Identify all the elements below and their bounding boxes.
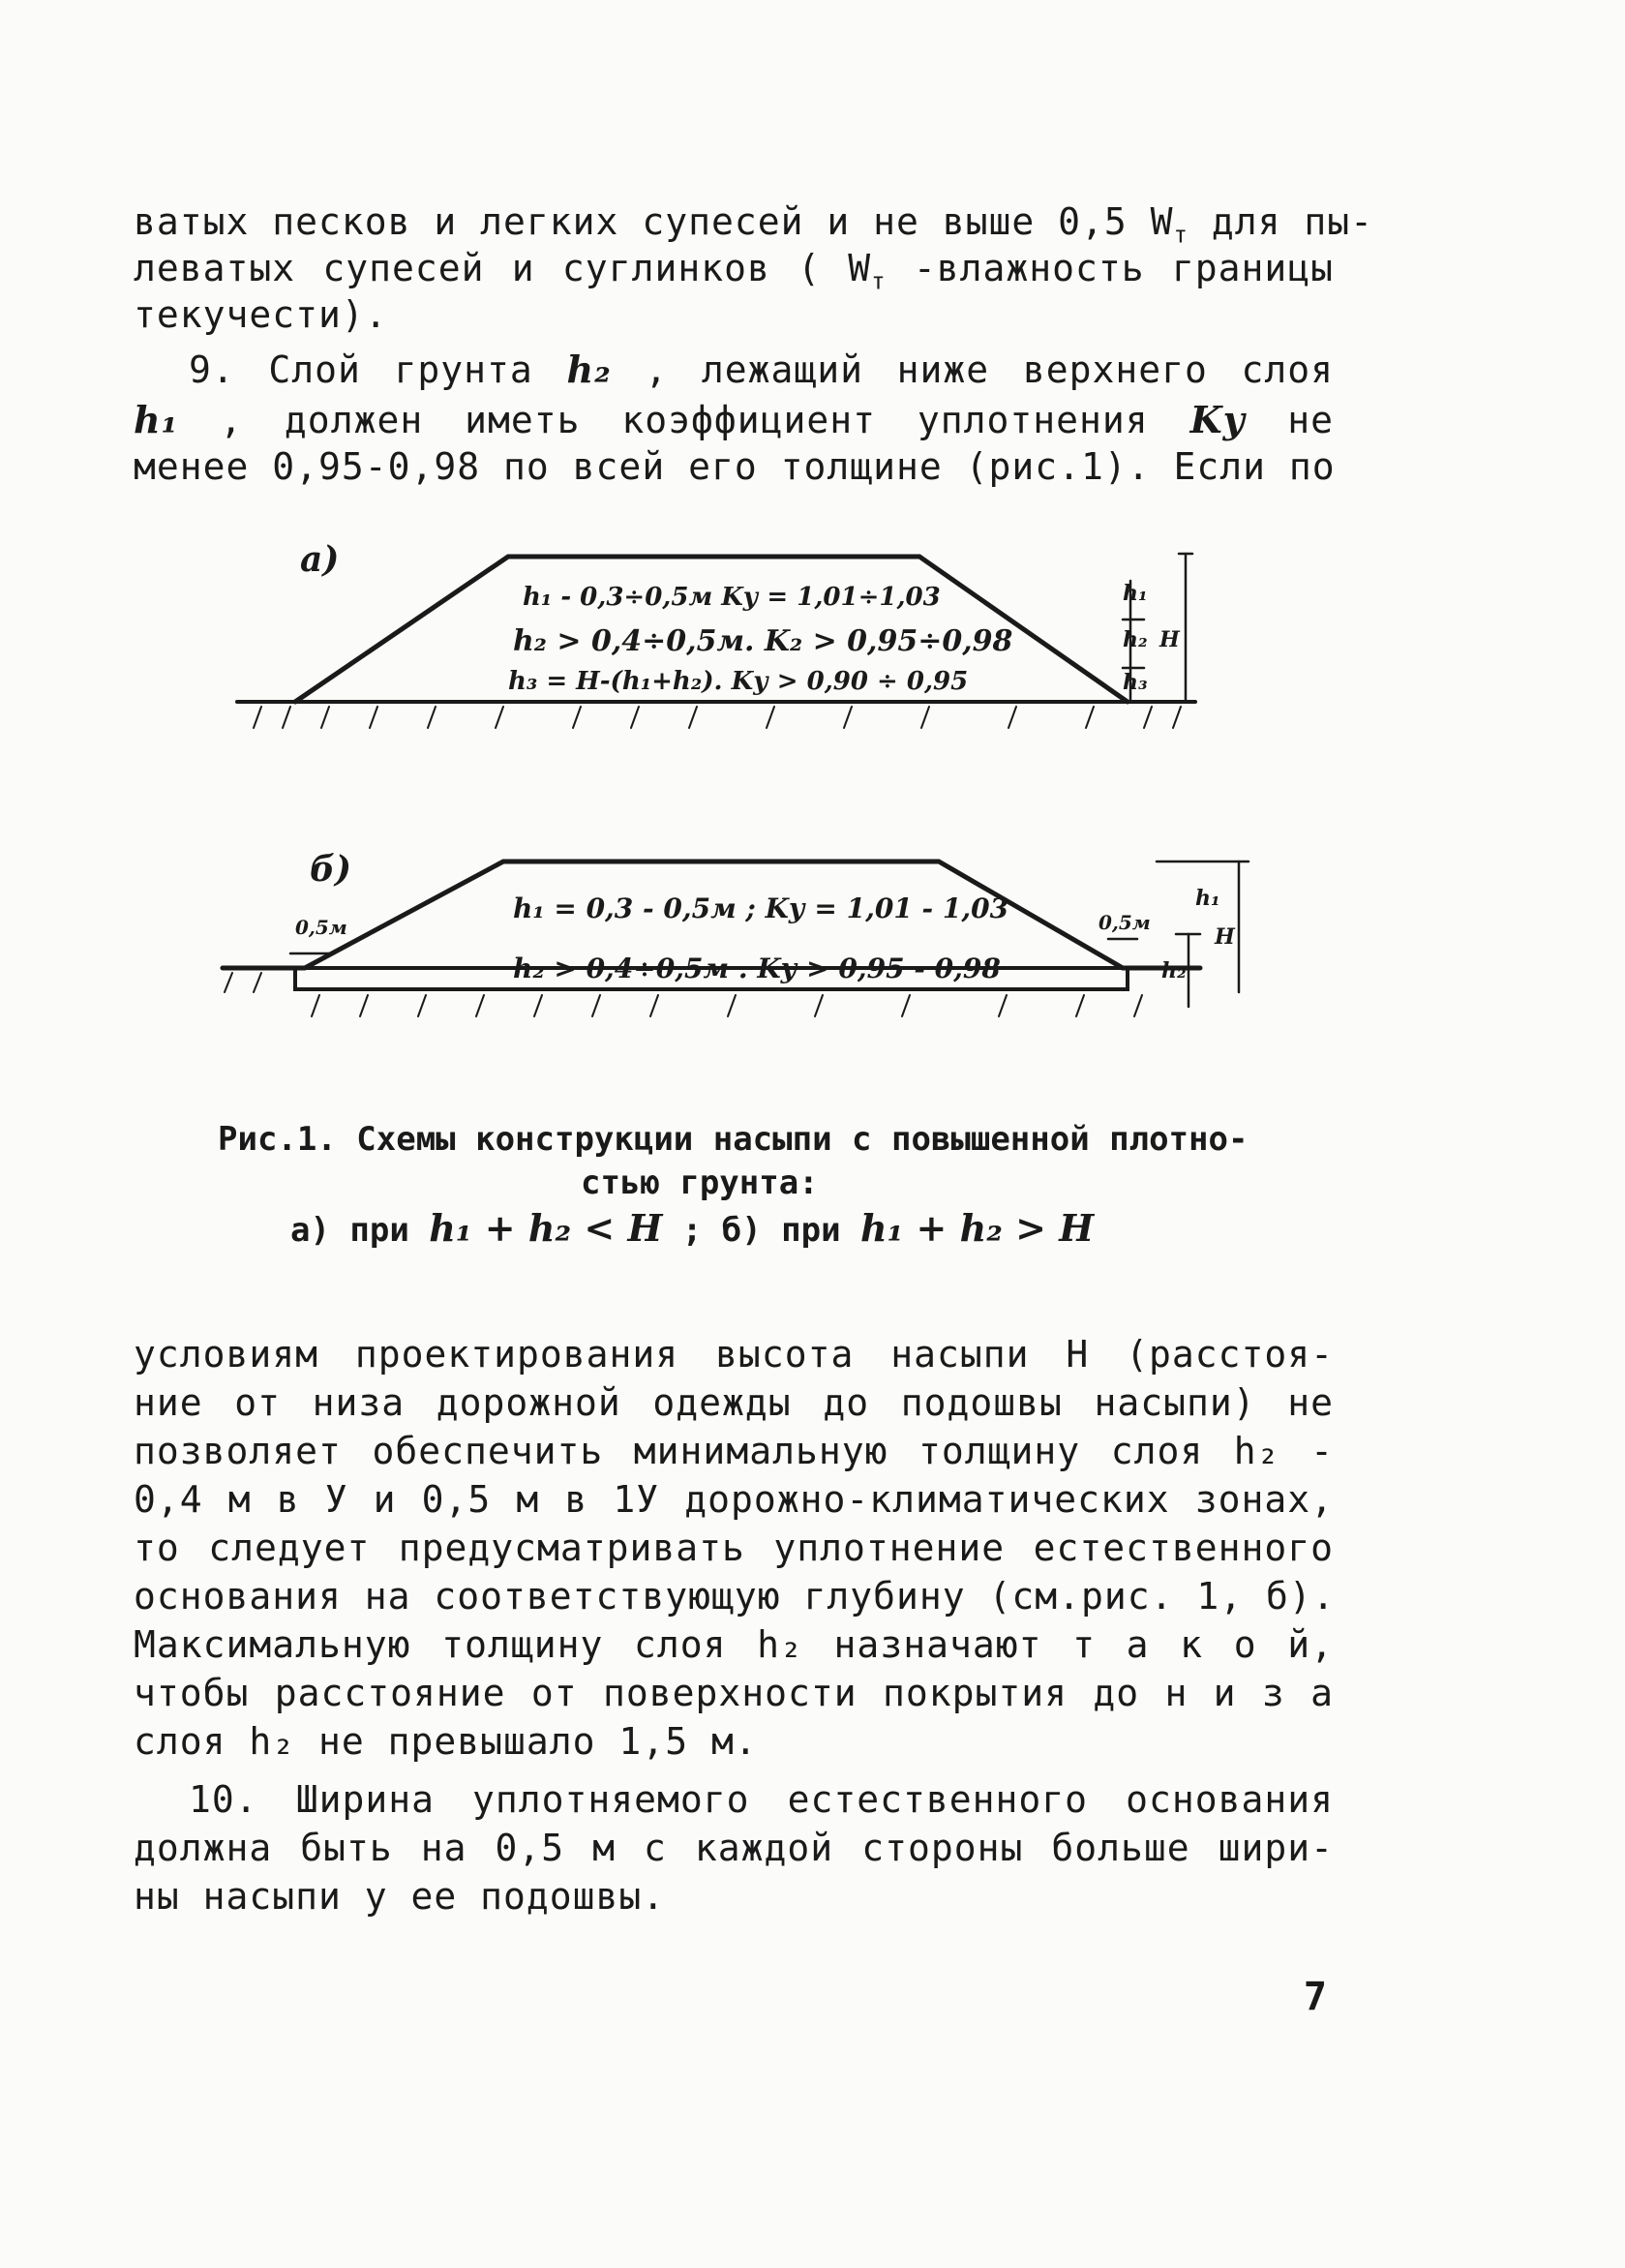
text-line: Максимальную толщину слоя h₂ назначают т а к о й,	[134, 1623, 1334, 1666]
figure-caption-line2: стью грунта:	[581, 1164, 819, 1202]
text-line: 9. Слой грунта h₂ , лежащий ниже верхнего слоя	[189, 348, 1334, 391]
offset-left-b: 0,5м	[295, 916, 347, 939]
dim-h1-a: h₁	[1123, 581, 1148, 606]
text-line: h₁ , должен иметь коэффициент уплотнения Kу не	[134, 398, 1334, 441]
text-line: условиям проектирования высота насыпи H (расстоя-	[134, 1333, 1334, 1376]
dim-H-a: H	[1159, 627, 1180, 652]
text-line: 0,4 м в У и 0,5 м в 1У дорожно-климатических зонах,	[134, 1478, 1334, 1521]
embankment-figure	[0, 0, 1625, 1113]
figure-caption-line3: а) при h₁ + h₂ < H ; б) при h₁ + h₂ > H	[290, 1206, 1095, 1250]
text-line: ны насыпи у ее подошвы.	[134, 1875, 666, 1918]
text-line: менее 0,95-0,98 по всей его толщине (рис.1). Если по	[134, 445, 1336, 488]
figure-b-label: б)	[310, 849, 352, 890]
figure-b-line2: h₂ > 0,4÷0,5м . Kу > 0,95 - 0,98	[513, 953, 1001, 984]
figure-a-line1: h₁ - 0,3÷0,5м Kу = 1,01÷1,03	[523, 583, 941, 612]
text-line: леватых супесей и суглинков ( $W_т$ -влажность границы	[134, 247, 1334, 295]
figure-caption-line1: Рис.1. Схемы конструкции насыпи с повышенной плотно-	[218, 1120, 1249, 1159]
dim-h2-b: h₂	[1161, 958, 1187, 983]
text-line: текучести).	[134, 293, 388, 336]
text-line: то следует предусматривать уплотнение естественного	[134, 1527, 1334, 1569]
page-number: 7	[1303, 1975, 1327, 2019]
text-line: должна быть на 0,5 м с каждой стороны больше шири-	[134, 1827, 1334, 1869]
figure-b-line1: h₁ = 0,3 - 0,5м ; Kу = 1,01 - 1,03	[513, 892, 1009, 924]
text-line: слоя h₂ не превышало 1,5 м.	[134, 1720, 758, 1763]
text-line: позволяет обеспечить минимальную толщину слоя h₂ -	[134, 1430, 1334, 1472]
text-line: 10. Ширина уплотняемого естественного основания	[189, 1778, 1334, 1821]
dim-h2-a: h₂	[1123, 627, 1148, 652]
text-line: основания на соответствующую глубину (см.рис. 1, б).	[134, 1575, 1336, 1618]
text-line: чтобы расстояние от поверхности покрытия до н и з а	[134, 1672, 1334, 1714]
text-line: ние от низа дорожной одежды до подошвы насыпи) не	[134, 1381, 1334, 1424]
figure-a-line2: h₂ > 0,4÷0,5м. K₂ > 0,95÷0,98	[513, 624, 1013, 658]
figure-a-line3: h₃ = H-(h₁+h₂). Kу > 0,90 ÷ 0,95	[508, 667, 969, 696]
dim-H-b: H	[1215, 924, 1235, 950]
offset-right-b: 0,5м	[1098, 911, 1151, 934]
dim-h3-a: h₃	[1123, 670, 1148, 695]
figure-a-label: а)	[300, 539, 340, 580]
text-line: ватых песков и легких супесей и не выше 0,5 $W_т$ для пы-	[134, 200, 1373, 249]
dim-h1-b: h₁	[1195, 886, 1220, 911]
